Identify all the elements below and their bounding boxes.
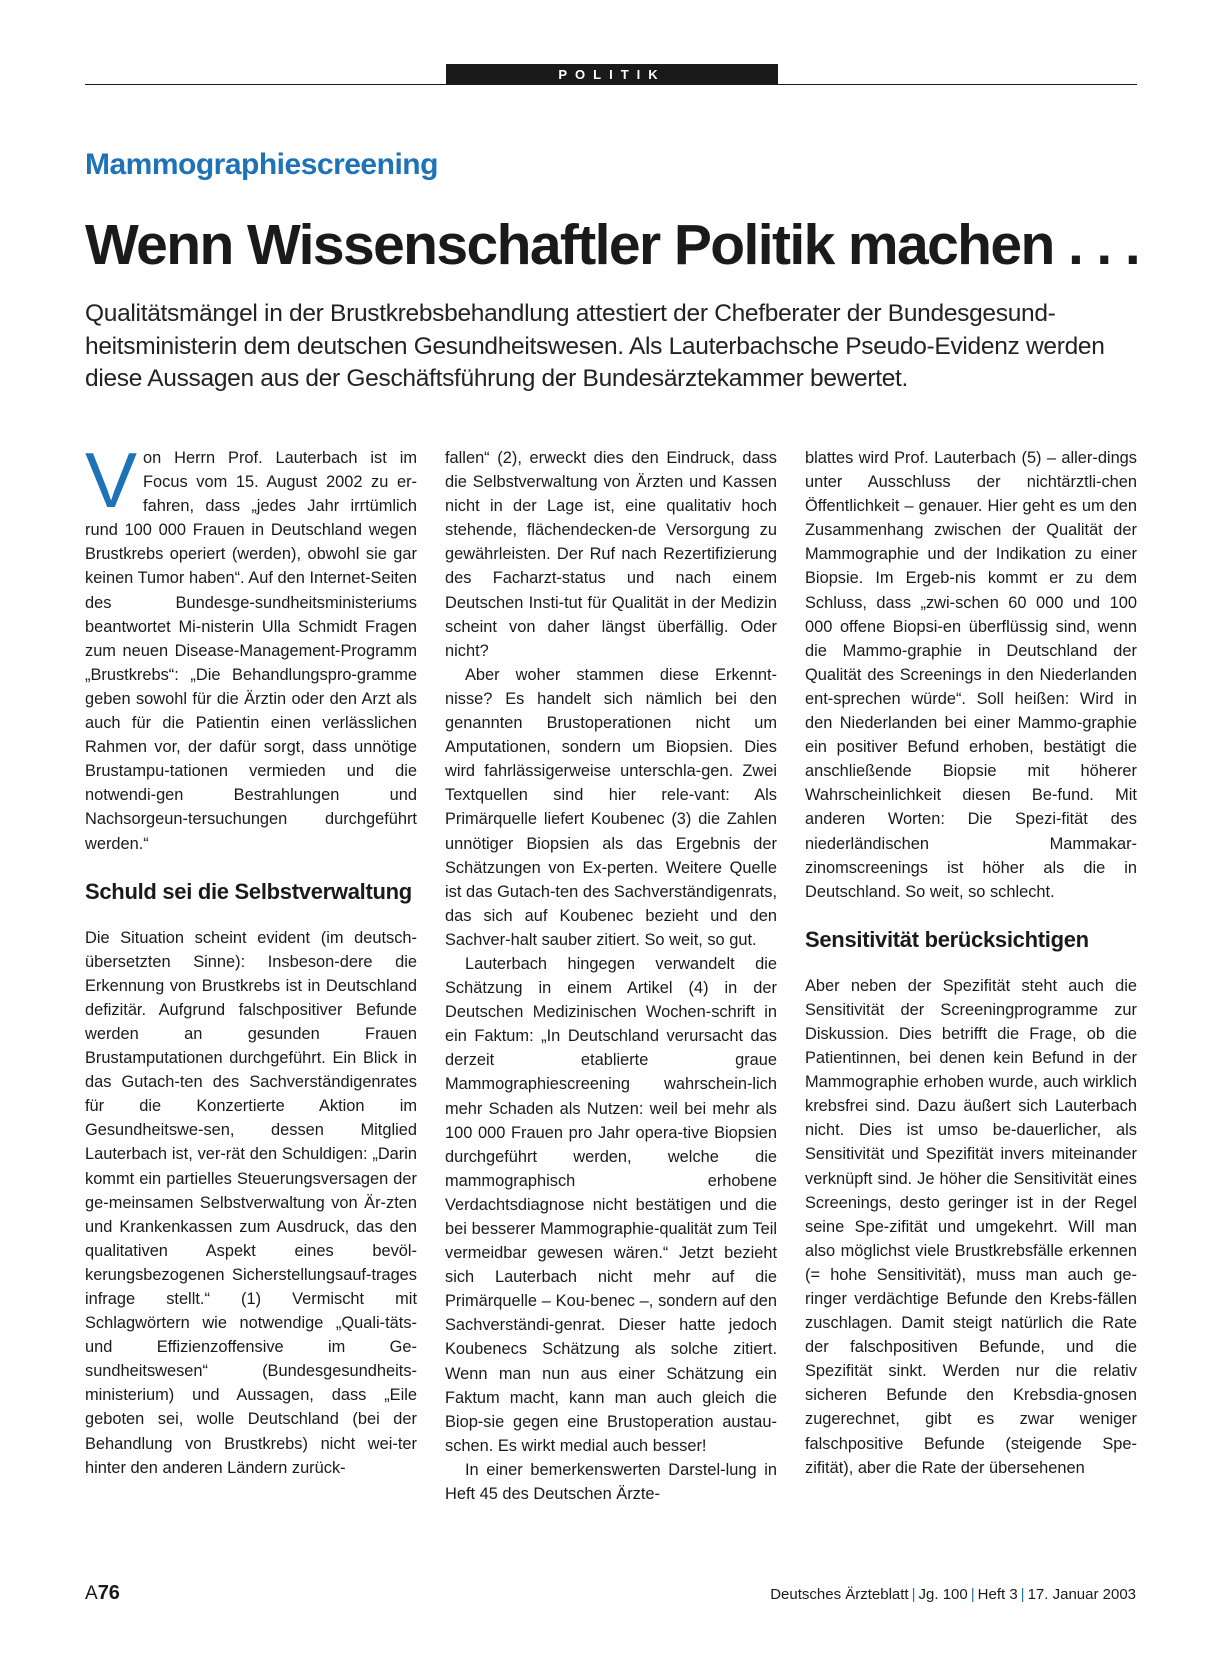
article-title: Wenn Wissenschaftler Politik machen . . .	[85, 213, 1140, 277]
text-column-1	[85, 436, 417, 1480]
paragraph: fallen“ (2), erweckt dies den Eindruck, dass die Selbstverwaltung von Ärzten und Kassen nicht in der Lage ist, eine qualitativ hoch stehende, flächendecken-de Versorgung zu gewährleisten. Der Ruf nach Rezertifizierung des Facharzt-status und nach einem Deutschen Insti-tut für Qualität in der Medizin scheint von daher längst überfällig. Oder nicht?	[445, 449, 777, 660]
text-column-3	[805, 446, 1137, 1480]
section-label: POLITIK	[446, 64, 778, 85]
subheading: Schuld sei die Selbstverwaltung	[85, 878, 412, 904]
issue-date: 17. Januar 2003	[1027, 1586, 1136, 1603]
article-kicker: Mammographiescreening	[85, 148, 438, 181]
issue-info	[770, 1586, 1136, 1603]
subheading: Sensitivität berücksichtigen	[805, 926, 1089, 952]
paragraph: Die Situation scheint evident (im deutsch-übersetzten Sinne): Insbeson-dere die Erkennung von Brustkrebs ist in Deutschland defizitär. Aufgrund falschpositiver Befunde werden an gesunden Frauen Brustamputationen durchgeführt. Ein Blick in das Gutach-ten des Sachverständigenrates für die Konzertierte Aktion im Gesundheitswe-sen, dessen Mitglied Lauterbach ist, ver-rät den Schuldigen: „Darin kommt ein partielles Steuerungsversagen der ge-meinsamen Selbstverwaltung von Är-zten und Krankenkassen zum Ausdruck, das den qualitativen Aspekt eines bevöl-kerungsbezogenen Sicherstellungsauf-trages infrage stellt.“ (1) Vermischt mit Schlagwörtern wie notwendige „Quali-täts- und Effizienzoffensive im Ge-sundheitswesen“ (Bundesgesundheits-ministerium) und Aussagen, dass „Eile geboten sei, wolle Deutschland (bei der Behandlung von Brustkrebs) nicht wei-ter hinter den anderen Ländern zurück-	[85, 928, 417, 1477]
paragraph: Aber woher stammen diese Erkennt-nisse? Es handelt sich nämlich bei den genannten Brustoperationen nicht um Amputationen, sondern um Biopsien. Dies wird fahrlässigerweise unterschla-gen. Zwei Textquellen sind hier rele-vant: Als Primärquelle liefert Koubenec (3) die Zahlen unnötiger Biopsien als das Ergebnis der Schätzungen von Ex-perten. Weitere Quelle ist das Gutach-ten des Sachverständigenrats, das sich auf Koubenec bezieht und den Sachver-halt sauber zitiert. So weit, so gut.	[445, 665, 777, 949]
paragraph: blattes wird Prof. Lauterbach (5) – aller-dings unter Ausschluss der nichtärztli-chen Öffentlichkeit – genauer. Hier geht es um den Zusammenhang zwischen der Qualität der Mammographie und der Indikation zu einer Biopsie. Im Ergeb-nis kommt er zu dem Schluss, dass „zwi-schen 60 000 und 100 000 offene Biopsi-en überflüssig sind, wenn die Mammo-graphie in Deutschland der Qualität des Screenings in den Niederlanden ent-sprechen würde“. Soll heißen: Wird in den Niederlanden bei einer Mammo-graphie ein positiver Befund erhoben, bestätigt die anschließende Biopsie mit höherer Wahrscheinlichkeit diesen Be-fund. Mit anderen Worten: Die Spezi-fität des niederländischen Mammakar-zinomscreenings ist höher als die in Deutschland. So weit, so schlecht.	[805, 449, 1137, 901]
page-number: A76	[85, 1582, 120, 1604]
issue: Heft 3	[977, 1586, 1018, 1603]
separator: |	[911, 1586, 916, 1603]
paragraph: Lauterbach hingegen verwandelt die Schätzung in einem Artikel (4) in der Deutschen Medizinischen Wochen-schrift in ein Faktum: „In Deutschland verursacht das derzeit etablierte graue Mammographiescreening wahrschein-lich mehr Schaden als Nutzen: weil bei mehr als 100 000 Frauen pro Jahr opera-tive Biopsien durchgeführt werden, welche die mammographisch erhobene Verdachtsdiagnose nicht bestätigen und die bei besserer Mammographie-qualität zum Teil vermeidbar gewesen wären.“ Jetzt bezieht sich Lauterbach nicht mehr auf die Primärquelle – Kou-benec –, sondern auf den Sachverständi-genrat. Dieser hatte jedoch Koubenecs Schätzung als solche zitiert. Wenn man nun aus einer Schätzung ein Faktum macht, kann man auch gleich die Biop-sie gegen eine Brustoperation austau-schen. Es wirkt medial auch besser!	[445, 954, 777, 1455]
drop-cap: V	[85, 436, 138, 524]
separator: |	[1020, 1586, 1025, 1603]
paragraph: In einer bemerkenswerten Darstel-lung in Heft 45 des Deutschen Ärzte-	[445, 1460, 777, 1504]
article-lead: Qualitätsmängel in der Brustkrebsbehandlung attestiert der Chefberater der Bundesgesund-heitsministerin dem deutschen Gesundheitswesen. Als Lauterbachsche Pseudo-Evidenz werden diese Aussagen aus der Geschäftsführung der Bundesärztekammer bewertet.	[85, 300, 1105, 392]
separator: |	[970, 1586, 975, 1603]
paragraph: Von Herrn Prof. Lauterbach ist im Focus vom 15. August 2002 zu er-fahren, dass „jedes Jahr irrtümlich rund 100 000 Frauen in Deutschland wegen Brustkrebs operiert (werden), obwohl sie gar keinen Tumor haben“. Auf den Internet-Seiten des Bundesge-sundheitsministeriums beantwortet Mi-nisterin Ulla Schmidt Fragen zum neuen Disease-Management-Programm „Brustkrebs“: „Die Behandlungspro-gramme geben sowohl für die Ärztin oder den Arzt als auch für die Patientin einen verlässlichen Rahmen vor, der dafür sorgt, dass unnötige Brustampu-tationen vermieden und die notwendi-gen Bestrahlungen und Nachsorgeun-tersuchungen durchgeführt werden.“	[85, 436, 417, 853]
paragraph: Aber neben der Spezifität steht auch die Sensitivität der Screeningprogramme zur Diskussion. Dies betrifft die Frage, ob die Patientinnen, bei denen kein Befund in der Mammographie erhoben wurde, auch wirklich krebsfrei sind. Dazu äußert sich Lauterbach nicht. Dies ist umso be-dauerlicher, als Sensitivität und Spezifität invers miteinander verknüpft sind. Je höher die Sensitivität eines Screenings, desto geringer ist in der Regel seine Spe-zifität und umgekehrt. Will man also möglichst viele Brustkrebsfälle erkennen (= hohe Sensitivität), muss man auch ge-ringer verdächtige Befunde den Krebs-fällen zuschlagen. Damit steigt natürlich die Rate der falschpositiven Befunde, und die Spezifität sinkt. Werden nur die relativ sicheren Befunde den Krebsdia-gnosen zugerechnet, gibt es zwar weniger falschpositive Befunde (steigende Spe-zifität), aber die Rate der übersehenen	[805, 976, 1137, 1477]
journal-name: Deutsches Ärzteblatt	[770, 1586, 909, 1603]
text-column-2	[445, 446, 777, 1506]
volume: Jg. 100	[918, 1586, 968, 1603]
